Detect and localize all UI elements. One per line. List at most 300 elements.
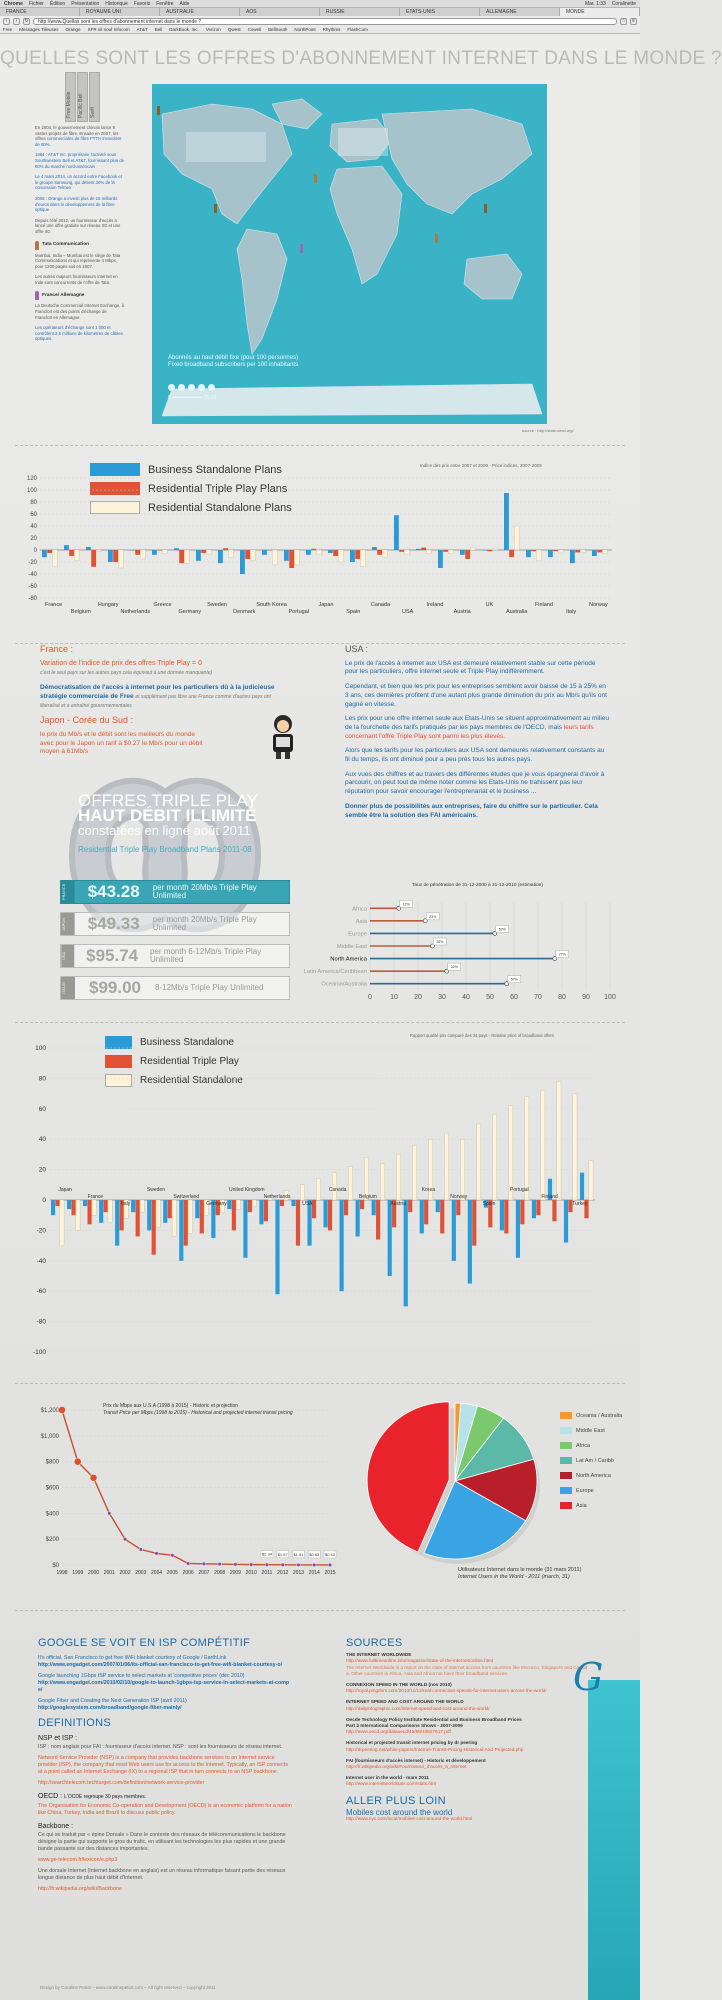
bar-residential-triple-play	[424, 1200, 428, 1224]
bar-residential-standalone-plans	[294, 550, 299, 565]
penetration-value-label: 32%	[450, 965, 458, 970]
side-note: Le 4 mars 2014, un accord entre Facebook et le groupe Samsung, qui détient 30% de la concession Telmex	[35, 174, 122, 191]
menu-item[interactable]: Aide	[179, 1, 190, 7]
price-point	[90, 1474, 97, 1481]
bar-residential-triple-play-plans	[311, 549, 316, 550]
definition-term: OECD : L'OCDE regroupe 30 pays membres.	[38, 1793, 147, 1800]
side-note: En 2004, le gouvernement chinois lance 9 vastes projets de fibre. Ensuite en 2007, les offres commerciales de fibre FTTH s'envolent de 80%.	[35, 125, 122, 147]
bookmark-item[interactable]: Orange	[65, 27, 81, 32]
bar-residential-standalone	[252, 1200, 256, 1206]
legend-item: Residential Standalone	[105, 1071, 243, 1090]
antarctica-shape	[162, 384, 542, 416]
legend-swatch	[560, 1427, 572, 1434]
y-tick-label: -60	[28, 584, 37, 590]
y-tick-label: -80	[28, 596, 37, 602]
menu-item[interactable]: Fichier	[28, 1, 44, 7]
tab-russie[interactable]: RUSSIE	[320, 8, 400, 16]
x-tick-label: Italy	[121, 1201, 131, 1207]
chart3-svg	[20, 1400, 340, 1580]
user-name[interactable]: Coralinette	[611, 1, 636, 7]
bar-business-standalone	[99, 1200, 103, 1223]
bar-residential-triple-play	[184, 1200, 188, 1246]
price-value-label: $0.40	[324, 1551, 336, 1557]
tab-aos[interactable]: AOS	[240, 8, 320, 16]
price-point	[59, 1407, 66, 1414]
y-tick-label: 80	[30, 500, 37, 506]
bar-residential-standalone	[380, 1164, 384, 1200]
x-tick-label: Ireland	[426, 602, 444, 608]
side-note: La Deutsche Commercial Internet Exchange, à Francfort est des points d'échange de Francfort en Allemagne.	[35, 303, 125, 320]
article-link[interactable]: Google Fiber and Creating the Next Generation ISP (avril 2011)	[38, 1698, 187, 1704]
map-year-selector[interactable]	[168, 378, 258, 388]
bar-residential-triple-play	[200, 1200, 204, 1233]
bar-business-standalone	[340, 1200, 344, 1291]
bar-residential-standalone-plans	[118, 550, 123, 568]
bar-residential-triple-play	[376, 1200, 380, 1240]
y-tick-label: $600	[45, 1485, 59, 1492]
bar-business-standalone-plans	[416, 549, 421, 550]
bar-residential-triple-play-plans	[289, 550, 294, 568]
bar-business-standalone-plans	[350, 550, 355, 562]
chart3-subtitle: Transit Price per Mbps (1998 to 2015) - Historical and projected internet transit pricing	[103, 1409, 293, 1416]
price-point	[218, 1562, 222, 1566]
vertical-tab[interactable]: Swift	[89, 72, 100, 122]
source-text: The Internet Worldwide is a report on the state of internet access from countries like Morocco, Singapore and Canada. Other countries in Africa, Asia and Africa not have their broadband services.	[346, 1664, 588, 1676]
year-dot[interactable]	[168, 384, 175, 391]
map-pin-icon	[435, 234, 438, 243]
legend-item: Asia	[560, 1498, 622, 1513]
bar-residential-triple-play	[472, 1200, 476, 1246]
x-tick-label: Denmark	[233, 609, 256, 615]
usa-text: Aux vues des chiffres et au travers des différentes études que je vous épargnerai d'avoir à parcourir, on peut tout de même noter comme les Etats-Unis ne trahissent pas leur réputation pour savoir encourager l'entreprenariat et le business ...	[345, 770, 605, 796]
price-point	[328, 1563, 332, 1567]
source-title: Part 2 International Comparisons Shows - 2007-2009	[346, 1723, 463, 1729]
x-tick-label: Norway	[450, 1194, 468, 1200]
france-heading: France :	[40, 644, 74, 654]
bar-business-standalone-plans	[240, 550, 245, 574]
map-pin-icon	[157, 106, 160, 115]
divider	[15, 1022, 625, 1023]
bar-residential-triple-play	[88, 1200, 92, 1224]
bar-residential-triple-play-plans	[135, 550, 140, 555]
menu-item[interactable]: Historique	[105, 1, 128, 7]
divider	[15, 445, 625, 446]
bar-residential-standalone-plans	[206, 550, 211, 555]
penetration-value-label: 57%	[510, 977, 518, 982]
legend-swatch	[560, 1472, 572, 1479]
bar-residential-standalone	[172, 1200, 176, 1236]
back-icon[interactable]: ‹	[3, 18, 10, 25]
tab-royaume-uni[interactable]: ROYAUME UNI	[80, 8, 160, 16]
y-tick-label: 20	[30, 536, 37, 542]
bookmark-item[interactable]: Bell	[154, 27, 163, 32]
bar-residential-triple-play-plans	[465, 550, 470, 559]
bar-residential-standalone	[413, 1145, 417, 1200]
source-link[interactable]: http://www.internetworldstats.com/stats.htm	[346, 1781, 437, 1787]
aller-plus-loin-heading: ALLER PLUS LOIN	[346, 1794, 446, 1807]
x-tick-label: 1999	[72, 1570, 84, 1576]
x-tick-label: Hungary	[97, 602, 119, 608]
article-url[interactable]: http://www.engadget.com/2010/02/10/google-to-launch-1gbps-isp-service-in-select-markets-at-compe/	[38, 1680, 290, 1693]
triple-title-1: OFFRES TRIPLE PLAY	[78, 791, 258, 810]
article-link[interactable]: It's official, San Francisco to get free WiFi blanket courtesy of Google / EarthLink	[38, 1655, 227, 1661]
price-country: FRANCE	[61, 881, 75, 903]
bar-residential-standalone-plans	[74, 550, 79, 561]
price-point	[123, 1537, 127, 1541]
bar-business-standalone	[404, 1200, 408, 1306]
category-label: Middle East	[336, 944, 367, 950]
bar-business-standalone	[83, 1200, 87, 1206]
bar-residential-standalone	[300, 1185, 304, 1200]
menu-item[interactable]: Chrome	[4, 1, 23, 7]
price-value-label: $2.34	[261, 1551, 272, 1557]
x-tick-label: 2004	[151, 1570, 163, 1576]
article-url[interactable]: http://googlesystem.com/broadband/google-fiber-mainly/	[38, 1705, 182, 1711]
x-tick-label: 0	[368, 994, 372, 1001]
y-tick-label: 100	[35, 1045, 46, 1052]
legend-swatch	[560, 1442, 572, 1449]
bar-business-standalone-plans	[218, 550, 223, 563]
y-tick-label: -20	[36, 1227, 46, 1235]
bar-business-standalone	[179, 1200, 183, 1261]
x-tick-label: 2002	[119, 1570, 131, 1576]
star-icon[interactable]: ☆	[621, 17, 626, 24]
bookmark-item[interactable]: FlashCom	[347, 27, 368, 32]
price-value: $95.74	[86, 946, 139, 965]
source-link[interactable]: http://dailyinfographic.com/internet-speed-and-cost-around-the-world/	[346, 1705, 490, 1711]
bookmark-item[interactable]: NorthPoint	[294, 27, 316, 32]
france-strategy: Démocratisation de l'accès à internet pour les particuliers dû à la judicieuse stratégie commerciale de Free et supplément pas libre une France comme d'autres pays ont libéralisé et a entraîné gouvernementales	[40, 684, 275, 709]
x-tick-label: United Kingdom	[229, 1187, 265, 1193]
bar-residential-standalone-plans	[382, 550, 387, 557]
bar-residential-standalone-plans	[338, 550, 343, 562]
bar-residential-triple-play	[264, 1200, 268, 1221]
forward-icon[interactable]: ›	[13, 18, 20, 25]
bar-business-standalone-plans	[284, 550, 289, 561]
y-tick-label: 40	[38, 1136, 46, 1144]
y-tick-label: -20	[28, 560, 37, 566]
bar-residential-triple-play	[232, 1200, 236, 1230]
bar-residential-triple-play-plans	[597, 550, 602, 552]
x-tick-label: 2008	[214, 1570, 226, 1576]
legend-swatch	[560, 1457, 572, 1464]
bookmark-item[interactable]: Rhythms	[322, 27, 341, 32]
x-tick-label: France	[45, 602, 63, 608]
bar-business-standalone	[436, 1200, 440, 1212]
source-link[interactable]: http://www.fulltimeonline.info/magazine/state-of-the-internet/online.html	[346, 1658, 493, 1664]
x-tick-label: Norway	[589, 602, 608, 608]
legend-item: Europe	[560, 1483, 622, 1498]
bar-residential-triple-play-plans	[487, 550, 492, 551]
price-value: $49.33	[87, 914, 140, 933]
bar-business-standalone-plans	[460, 550, 465, 555]
africa-shape	[330, 166, 402, 284]
menu-bar	[0, 0, 640, 8]
x-tick-label: 30	[438, 994, 446, 1001]
y-tick-label: 60	[30, 512, 37, 518]
x-tick-label: Sweden	[146, 1187, 166, 1193]
bar-residential-triple-play	[152, 1200, 156, 1255]
y-tick-label: $800	[45, 1459, 59, 1466]
legend-swatch	[560, 1502, 572, 1509]
bookmark-item[interactable]: Messages Tilleuses	[19, 27, 59, 32]
bar-business-standalone	[147, 1200, 151, 1230]
bar-residential-triple-play-plans	[509, 550, 514, 557]
bar-business-standalone-plans	[42, 550, 47, 557]
bar-residential-standalone-plans	[404, 550, 409, 555]
x-tick-label: 2006	[182, 1570, 194, 1576]
world-map[interactable]	[152, 84, 547, 424]
y-tick-label: 100	[26, 488, 37, 494]
y-tick-label: -100	[32, 1349, 46, 1356]
menu-item[interactable]: Fenêtre	[156, 1, 174, 7]
x-tick-label: Finland	[534, 602, 553, 608]
source-title: Historical et projected transit internet pricing by dr peering	[346, 1740, 478, 1746]
bar-residential-triple-play	[552, 1200, 556, 1221]
source-link[interactable]: http://www.oecd.org/dataoecd/45/59/43627617.pdf	[346, 1729, 451, 1735]
bar-residential-triple-play	[504, 1200, 508, 1233]
footer-credit: Design by Coraline Petiot – www.coralinepetiot.com – All right reserved – copyright 2011	[40, 1985, 216, 1990]
penetration-chart-svg	[303, 890, 618, 1010]
source-link[interactable]: http://www.nyc.com/local/mobiles-cost-around-the-world.html	[346, 1816, 473, 1822]
google-heading: GOOGLE SE VOIT EN ISP COMPÉTITIF	[38, 1637, 251, 1649]
source-link[interactable]: http://fr.wikipedia.org/wiki/Fournisseur_d'accès_à_Internet	[346, 1764, 467, 1770]
source-title: THE INTERNET WORLDWIDE	[346, 1652, 412, 1658]
price-point	[234, 1563, 238, 1567]
bar-business-standalone	[500, 1200, 504, 1230]
bar-residential-triple-play	[280, 1200, 284, 1206]
price-country: USA	[61, 945, 74, 967]
year-dot[interactable]	[178, 384, 185, 391]
x-tick-label: Germany	[178, 609, 202, 615]
side-note: Les opérateurs d'échange sont 1 000 et contrôlent 2,5 millions de kilomètres de câbles optiques.	[35, 325, 123, 342]
source-title: FAI (fournisseurs d'accès internet) - Historic et développement	[346, 1757, 486, 1763]
bar-residential-triple-play	[408, 1200, 412, 1212]
price-point	[265, 1563, 269, 1567]
bar-residential-standalone-plans	[316, 550, 321, 555]
y-tick-label: -40	[36, 1257, 46, 1265]
vertical-tabs	[65, 72, 113, 122]
price-value-label: $1.57	[277, 1551, 288, 1557]
bar-residential-standalone-plans	[426, 550, 431, 554]
bar-residential-triple-play-plans	[201, 550, 206, 553]
bar-residential-standalone-plans	[536, 550, 541, 561]
x-tick-label: Turkey	[572, 1201, 588, 1207]
x-tick-label: 2011	[261, 1570, 273, 1576]
x-tick-label: 50	[486, 994, 494, 1001]
bar-residential-triple-play-plans	[355, 550, 360, 559]
x-tick-label: Canada	[370, 602, 391, 608]
side-note: Mumbai, India – Mumbai est le siège de Tata Communications et qui représente 4 Mbps, pour 1200 pages soit en 2007.	[35, 252, 121, 269]
legend-item: Residential Triple Play Plans	[90, 479, 292, 498]
price-value-label: $0.63	[309, 1551, 320, 1557]
vertical-tab[interactable]: Pacific Bell	[77, 72, 88, 122]
bookmark-item[interactable]: Cowell	[247, 27, 262, 32]
bar-business-standalone	[115, 1200, 119, 1246]
penetration-title: Taux de pénétration de 31-12-2000 à 31-12-2010 (estimation)	[412, 883, 543, 888]
chart1-svg	[20, 470, 620, 635]
pie-legend	[560, 1408, 622, 1513]
penetration-value-label: 52%	[498, 927, 506, 932]
bar-residential-standalone	[509, 1106, 513, 1200]
bar-residential-triple-play	[536, 1200, 540, 1215]
legend-item: Middle East	[560, 1423, 622, 1438]
penetration-value-label: 77%	[558, 952, 566, 957]
bar-business-standalone-plans	[548, 550, 553, 557]
x-tick-label: Switzerland	[173, 1194, 200, 1200]
x-tick-label: USA	[402, 609, 414, 615]
usa-conclusion: Donner plus de possibilités aux entreprises, faire du chiffre sur le particulier. Cela semble être la solution des FAI américains.	[345, 802, 598, 819]
bar-business-standalone	[131, 1200, 135, 1212]
price-point	[74, 1458, 81, 1465]
map-pin-icon	[214, 204, 217, 213]
x-tick-label: Austria	[390, 1201, 406, 1207]
menu-item[interactable]: Édition	[49, 1, 66, 7]
chart2-title: Rapport qualité prix comparé des 34 pays - Relative price of broadband offers	[410, 1033, 555, 1038]
bar-residential-standalone-plans	[96, 550, 101, 551]
price-desc: per month 20Mb/s Triple Play Unlimited	[152, 915, 257, 932]
usa-section	[345, 645, 610, 826]
price-point	[107, 1512, 111, 1516]
article-url[interactable]: http://www.engadget.com/2007/01/06/its-official-san-francisco-to-get-free-wifi-blanket-courtesy-o/	[38, 1662, 283, 1668]
y-tick-label: 0	[33, 548, 37, 554]
further-link[interactable]: Mobiles cost around the world	[346, 1807, 453, 1817]
tab-etats-unis[interactable]: ETATS-UNIS	[400, 8, 480, 16]
france-sub-note: c'est le seul pays sur les autres pays cela équivaut à une donnée manquante)	[40, 670, 213, 677]
bar-business-standalone-plans	[526, 550, 531, 557]
menu-item[interactable]: Présentation	[71, 1, 100, 7]
price-country: JAPON	[61, 913, 75, 935]
legend-item: Residential Standalone Plans	[90, 498, 292, 517]
y-tick-label: 20	[38, 1166, 46, 1174]
x-tick-label: Japan	[58, 1187, 72, 1193]
year-dot[interactable]	[188, 384, 195, 391]
x-tick-label: USA	[302, 1201, 313, 1207]
side-heading: Tata Communication	[35, 241, 125, 250]
side-note: 2006 : Orange a investi plus de 15 milliards d'euros dans le développement de la fibre optique	[35, 195, 118, 213]
y-tick-label: $1,000	[40, 1433, 59, 1440]
source-link[interactable]: http://royal.pingdom.com/2010/11/12/real-connection-speeds-for-internet-users-across-the-world/	[346, 1688, 547, 1694]
definition-text: ISP : nom anglais pour FAI : fournisseur d'accès internet. NSP : sont les fournisseurs de réseau internet.	[38, 1744, 283, 1750]
bar-residential-standalone-plans	[514, 526, 519, 550]
definition-link[interactable]: http://searchtelecom.techtarget.com/definition/network-service-provider	[38, 1780, 205, 1786]
penetration-value-label: 26%	[436, 940, 444, 944]
tab-allemagne[interactable]: ALLEMAGNE	[480, 8, 560, 16]
price-point	[171, 1554, 175, 1558]
tab-monde[interactable]: MONDE	[560, 8, 640, 16]
x-tick-label: Spain	[482, 1201, 496, 1207]
definition-term: NSP et ISP :	[38, 1735, 78, 1742]
bar-residential-triple-play	[248, 1200, 252, 1212]
bar-business-standalone	[195, 1200, 199, 1218]
x-tick-label: 60	[510, 994, 518, 1001]
bar-business-standalone	[468, 1200, 472, 1284]
bar-business-standalone-plans	[130, 550, 135, 551]
bar-residential-triple-play-plans	[245, 550, 250, 559]
bookmark-item[interactable]: DarkBook, Inc.	[169, 27, 199, 32]
bar-residential-triple-play-plans	[333, 550, 338, 556]
map-scale: 0 ━━━━━━━━━━ 35,19	[168, 395, 217, 401]
bar-residential-standalone	[76, 1200, 80, 1230]
price-point	[202, 1562, 206, 1566]
article-link[interactable]: Google launching 1Gbps ISP service to select markets at 'competitive prices' (dec 2010)	[38, 1673, 245, 1679]
bar-business-standalone	[227, 1200, 231, 1209]
bookmark-item[interactable]: Qwest	[227, 27, 241, 32]
bar-residential-triple-play	[360, 1200, 364, 1209]
x-tick-label: South Korea	[256, 602, 287, 608]
bar-residential-standalone	[445, 1133, 449, 1200]
bar-business-standalone	[67, 1200, 71, 1209]
x-tick-label: 2001	[103, 1570, 115, 1576]
tab-france[interactable]: FRANCE	[0, 8, 80, 16]
y-tick-label: $1,200	[40, 1408, 59, 1414]
map-pin-icon	[300, 244, 303, 253]
bookmark-item[interactable]: BellSouth	[268, 27, 288, 32]
bookmark-item[interactable]: Free	[3, 27, 13, 32]
year-dot[interactable]	[208, 384, 215, 391]
tab-australie[interactable]: AUSTRALIE	[160, 8, 240, 16]
y-tick-label: -40	[28, 572, 37, 578]
y-tick-label: 120	[26, 476, 37, 482]
category-label: Asia	[355, 918, 367, 925]
price-value: $99.00	[89, 978, 141, 997]
address-input[interactable]: http://www.Quellas sont les offres d'abonnement internet dans le monde ?	[33, 18, 617, 25]
japan-text: le prix du Mb/s et le débit sont les meilleurs du monde avec pour le Japon un tarif à $0.27 le Mb/s pour un débit moyen à 61Mb/s	[40, 730, 203, 756]
source-link[interactable]: http://drpeering.net/white-papers/Internet-Transit-Pricing-Historical-And-Projected.php	[346, 1746, 524, 1752]
legend-item: Lat Am / Caribb	[560, 1453, 622, 1468]
usa-text: Cependant, et bien que les prix pour les entreprises semblent avoir baissé de 15 à 25% en 3 ans, ces dernières profitent d'une autant plus grande diminution du prix au Mb/s qu'ils ont gagné en vitesse.	[345, 683, 607, 708]
bookmark-item[interactable]: AT&T	[136, 27, 148, 32]
bar-residential-standalone-plans	[448, 550, 453, 554]
bar-residential-standalone-plans	[470, 548, 475, 550]
definition-link[interactable]: www.ge-telecom.fr/lexicon/e.php3	[38, 1857, 118, 1863]
definition-link[interactable]: http://fr.wikipedia.org/wiki/Backbone	[38, 1886, 122, 1892]
bookmark-item[interactable]: SFR nil nouf Infocom	[87, 27, 130, 32]
bar-business-standalone	[532, 1200, 536, 1218]
world-map-svg	[152, 84, 547, 424]
legend-item: Business Standalone Plans	[90, 460, 292, 479]
google-section	[38, 1637, 293, 1897]
bar-business-standalone	[51, 1200, 55, 1215]
x-tick-label: 2000	[87, 1570, 100, 1576]
triple-play-title	[78, 793, 258, 857]
wrench-icon[interactable]: ≡	[630, 18, 637, 25]
price-country: ITALIE	[61, 977, 75, 999]
year-dot[interactable]	[198, 384, 205, 391]
sources-heading: SOURCES	[346, 1637, 403, 1649]
menu-item[interactable]: Favoris	[133, 1, 151, 7]
bar-business-standalone-plans	[328, 550, 333, 553]
bar-residential-standalone	[541, 1091, 545, 1200]
australia-shape	[464, 254, 522, 299]
reload-icon[interactable]: ↻	[24, 17, 29, 24]
bar-residential-triple-play-plans	[223, 548, 228, 550]
bar-residential-triple-play-plans	[47, 550, 52, 553]
price-point	[312, 1563, 316, 1567]
bar-residential-standalone-plans	[602, 550, 607, 554]
bar-residential-triple-play-plans	[421, 548, 426, 550]
vertical-tab[interactable]: Free Mobile	[65, 72, 76, 122]
price-point	[281, 1563, 285, 1567]
legend-item: Africa	[560, 1438, 622, 1453]
category-label: Europe	[348, 931, 367, 938]
legend-item: Business Standalone	[105, 1033, 243, 1052]
bar-residential-triple-play-plans	[267, 550, 272, 551]
source-title: Internet user in the world - mars 2011	[346, 1775, 429, 1781]
page-title: QUELLES SONT LES OFFRES D'ABONNEMENT INTERNET DANS LE MONDE ?	[0, 48, 722, 69]
bookmark-item[interactable]: Verizon	[205, 27, 221, 32]
bar-residential-triple-play-plans	[179, 550, 184, 563]
